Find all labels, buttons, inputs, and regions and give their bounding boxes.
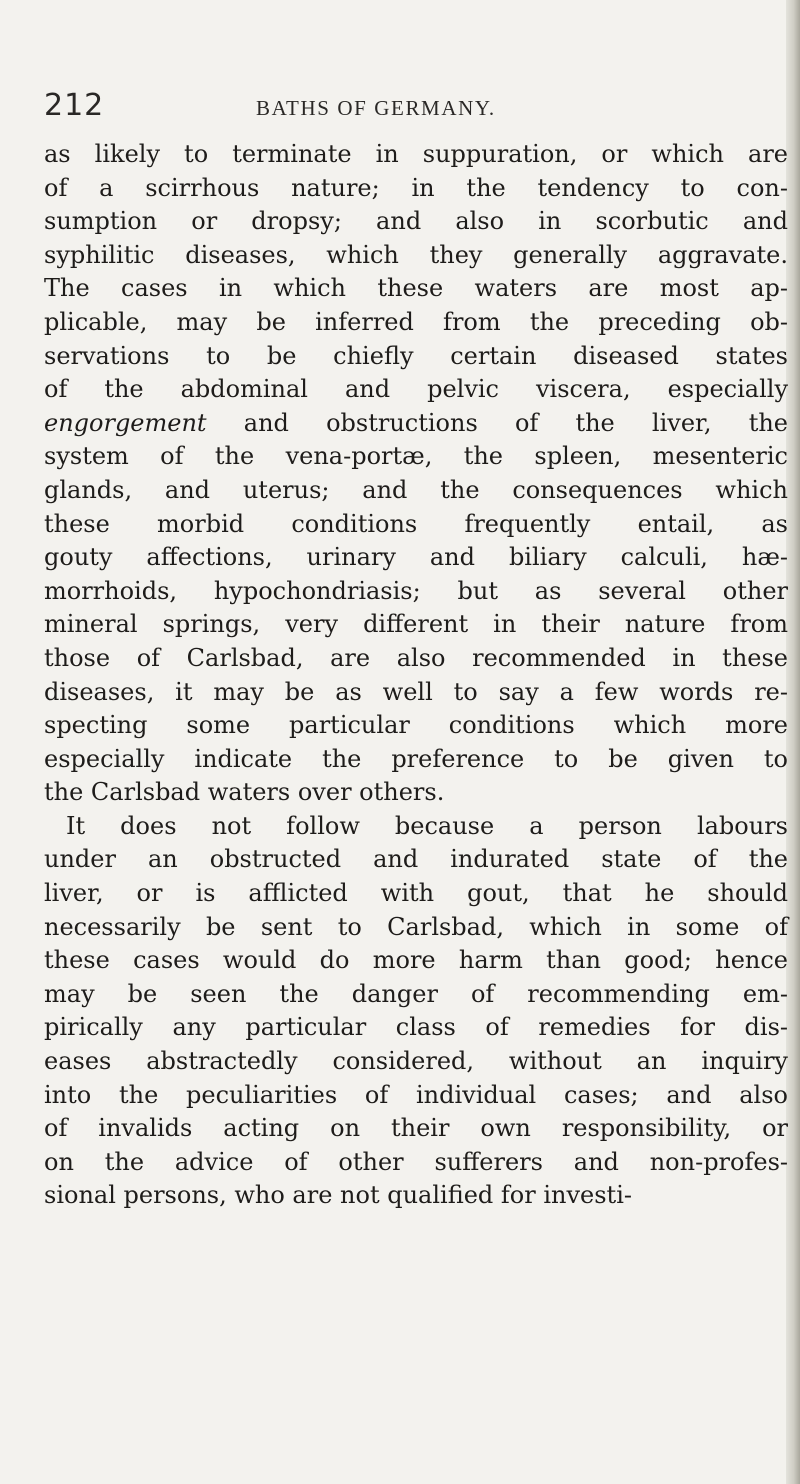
page-number: 212: [44, 88, 105, 123]
text-line-26: may be seen the danger of recommending em-: [44, 979, 788, 1008]
text-line-4: syphilitic diseases, which they generally aggravate.: [44, 240, 788, 269]
text-line-16: those of Carlsbad, are also recommended in these: [44, 643, 788, 672]
text-line-24: necessarily be sent to Carlsbad, which in some of: [44, 912, 788, 941]
text-line-32: sional persons, who are not qualified for investi-: [44, 1181, 632, 1210]
running-head: BATHS OF GERMANY.: [256, 96, 496, 120]
text-line-21: It does not follow because a person labours: [66, 811, 788, 840]
italic-term: engorgement: [44, 408, 207, 437]
text-line-14: morrhoids, hypochondriasis; but as several other: [44, 576, 788, 605]
text-line-9-rest: and obstructions of the liver, the: [206, 408, 788, 437]
text-line-15: mineral springs, very different in their nature from: [44, 610, 788, 639]
text-line-12: these morbid conditions frequently entail, as: [44, 509, 788, 538]
text-line-25: these cases would do more harm than good; hence: [44, 946, 788, 975]
text-line-10: system of the vena-portæ, the spleen, mesenteric: [44, 442, 788, 471]
text-line-18: specting some particular conditions which more: [44, 711, 788, 740]
text-line-7: servations to be chiefly certain diseased states: [44, 341, 788, 370]
text-line-3: sumption or dropsy; and also in scorbutic and: [44, 207, 788, 236]
text-line-20: the Carlsbad waters over others.: [44, 778, 445, 807]
text-line-27: pirically any particular class of remedies for dis-: [44, 1013, 788, 1042]
text-line-11: glands, and uterus; and the consequences which: [44, 475, 788, 504]
text-line-9: [44, 407, 788, 441]
text-line-28: eases abstractedly considered, without an inquiry: [44, 1047, 788, 1076]
text-line-17: diseases, it may be as well to say a few words re-: [44, 677, 788, 706]
text-line-23: liver, or is afflicted with gout, that he should: [44, 879, 788, 908]
text-line-22: under an obstructed and indurated state of the: [44, 845, 788, 874]
text-line-19: especially indicate the preference to be given to: [44, 744, 788, 773]
text-line-8: of the abdominal and pelvic viscera, especially: [44, 375, 788, 404]
body-text: [44, 138, 788, 1213]
text-line-5: The cases in which these waters are most ap-: [44, 274, 788, 303]
page-header: [44, 88, 784, 132]
text-line-31: on the advice of other sufferers and non-profes-: [44, 1147, 788, 1176]
text-line-29: into the peculiarities of individual cases; and also: [44, 1080, 788, 1109]
page-edge: [786, 0, 800, 1484]
text-line-6: plicable, may be inferred from the preceding ob-: [44, 307, 788, 336]
text-line-30: of invalids acting on their own responsibility, or: [44, 1114, 788, 1143]
text-line-1: as likely to terminate in suppuration, or which are: [44, 140, 788, 168]
text-line-2: of a scirrhous nature; in the tendency to con-: [44, 173, 788, 202]
text-line-13: gouty affections, urinary and biliary calculi, hæ-: [44, 543, 788, 572]
